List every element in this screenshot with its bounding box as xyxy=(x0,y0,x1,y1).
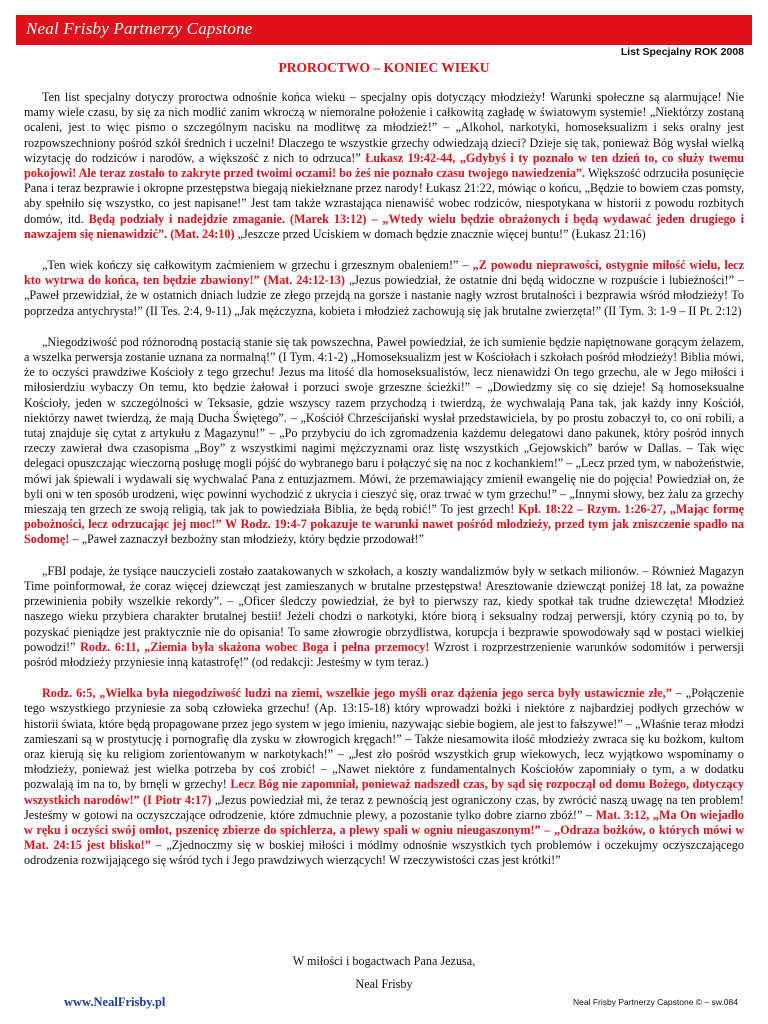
header-banner xyxy=(16,15,752,45)
paragraph-text: „FBI podaje, że tysiące nauczycieli zostało zaatakowanych w szkołach, a koszty wandalizmów były w setkach milionów. – Również Magazyn Time poinformował, że coraz więcej dziewcząt jest zamieszanych w brutalne przestępstwa! Aresztowanie dziewcząt poniżej 18 lat, za poważne przewinienia pobiły wszelkie rekordy”. – „Oficer śledczy powiedział, że był to pierwszy raz, kiedy spotkał tak trudne dziewczęta! Młodzież naszego wieku przybiera charakter brutalnej bestii! Jeżeli chodzi o narkotyki, które biorą i seksualny rodzaj perwersji, który czynią po to, by pozyskać pieniądze jest praktycznie nie do opisania! To same złowrogie obrzydlistwa, korupcja i bezprawie spowodowały sąd w postaci wielkiej powodzi!” xyxy=(24,563,744,654)
paragraph-text: – „Zjednoczmy się w boskiej miłości i módlmy odnośnie wszystkich tych problemów i oczekujmy oczyszczającego odrodzenia rozwijającego się wśród tych i Jego prawdziwych wierzących! W rzeczywistości czas jest krótki!” xyxy=(24,838,744,868)
paragraph-text: „Jezus powiedział, że ostatnie dni będą widoczne w rozpuście i lubieżności!” – „Paweł przewidział, że w ostatnich dniach ludzie ze złego przejdą na gorsze i nastanie nagły wzrost brutalności i bezprawia wśród młodzieży! To poprzedza antychrysta!” (II Tes. 2:4, 9-11) „Jak mężczyzna, kobieta i młodzież zachowują się jak brutalne zwierzęta!” (II Tym. 3: 1-9 – II Pt. 2:12) xyxy=(24,273,745,318)
paragraph-1 xyxy=(24,90,744,242)
paragraph-text: „Jeszcze przed Uciskiem w domach będzie znacznie więcej buntu!” (Łukasz 21:16) xyxy=(234,226,646,241)
scripture-highlight: Będą podziały i nadejdzie zmaganie. (Marek 13:12) – „Wtedy wielu będzie obrażonych i będą wydawać jeden drugiego i nawzajem się nienawidzić”. (Mat. 24:10) xyxy=(24,211,744,241)
website-link[interactable]: www.NealFrisby.pl xyxy=(64,995,166,1009)
page-title: PROROCTWO – KONIEC WIEKU xyxy=(278,60,490,75)
paragraph-text: Wzrost i rozprzestrzenienie warunków sodomitów i perwersji pośród młodzieży przyniesie inną katastrofę!” (od redakcji: Jesteśmy w tym teraz.) xyxy=(24,639,744,669)
closing-regards: W miłości i bogactwach Pana Jezusa, xyxy=(292,954,476,968)
banner-title: Neal Frisby Partnerzy Capstone xyxy=(26,19,253,38)
paragraph-text: „Ten wiek kończy się całkowitym zaćmieniem w grzechu i grzesznym obaleniem!” – xyxy=(42,258,473,273)
letter-body xyxy=(24,90,744,885)
scripture-highlight: Rodz. 6:5, „Wielka była niegodziwość ludzi na ziemi, wszelkie jego myśli oraz dążenia jego serca były ustawicznie złe,” xyxy=(42,686,672,701)
issue-label: List Specjalny ROK 2008 xyxy=(620,46,744,58)
paragraph-5 xyxy=(24,686,744,868)
scripture-highlight: Mat. 3:12, „Ma On wiejadło w ręku i oczyści swój omłot, pszenicę zbierze do spichlerza, a plewy spali w ogniu nieugaszonym!” – „Odraza bożków, o których mówi w Mat. 24:15 jest blisko!” xyxy=(24,807,744,853)
scripture-highlight: Łukasz 19:42-44, „Gdybyś i ty poznało w ten dzień to, co służy twemu pokojowi! Ale teraz zostało to zakryte przed twoimi oczami! bo żeś nie poznało czasu twojego nawiedzenia”. xyxy=(24,150,745,181)
copyright-note: Neal Frisby Partnerzy Capstone © – sw.084 xyxy=(572,997,738,1007)
scripture-highlight: „Z powodu nieprawości, ostygnie miłość wielu, lecz kto wytrwa do końca, ten będzie zbawiony!” (Mat. 24:12-13) xyxy=(24,258,744,288)
paragraph-4 xyxy=(24,564,744,670)
paragraph-text: Większość odrzuciła posunięcie Pana i teraz bezprawie i okropne przestępstwa biegają niekiełznane przez narody! Łukasz 21:22, mówiąc o końcu, „Będzie to bowiem czas pomsty, aby spełniło się wszystko, co jest napisane!” Jest tam także wzrastająca nienawiść wobec rodziców, niespotykana w historii z powodu rozbitych domów, itd. xyxy=(24,166,744,226)
paragraph-text: „Jezus powiedział mi, że teraz z pewnością jest ograniczony czas, by zwrócić naszą uwagę na ten problem! Jesteśmy w gotowi na oczyszczające odrodzenie, które zdmuchnie plewy, a pozostanie tylko dobre ziarno zbóż!” – xyxy=(24,792,744,822)
paragraph-text: Ten list specjalny dotyczy proroctwa odnośnie końca wieku – specjalny opis dotyczący młodzieży! Warunki społeczne są alarmujące! Nie mamy wiele czasu, by się za nich modlić zanim wkroczą w niemoralne położenie i całkowitą zagładę w światowym systemie! „Niektórzy zostaną ocaleni, jest to więc pismo o szczególnym nacisku na modlitwę za młodzież!” – „Alkohol, narkotyki, homoseksualizm i seks oralny jest rozpowszechniony pośród szkół średnich i uczelni! Dlaczego te wszystkie grzechy odwiedzają dzieci? Dzieje się tak, ponieważ Bóg wysłał wielką wizytację do rodziców i narodów, a większość z nich to odrzuca!” xyxy=(24,90,744,165)
paragraph-text: – „Połączenie tego wszystkiego przyniesie za sobą człowieka grzechu! (Ap. 13:15-18) który wprowadzi bożki i niektóre z najbardziej podłych grzechów w historii świata, które będą propagowane przez jego system w jego imieniu, nazywając siebie bogiem, ale jest to fałszywe!” – „Właśnie teraz młodzi zamieszani są w prostytucję i pornografię dla zysku w złowrogich kręgach!” – Także niesamowita ilość młodzieży zwraca się ku bożkom, kultom oraz kierują się ku religiom zorientowanym w narkotykach!” – „Jest zło pośród wszystkich grup wiekowych, lecz wyjątkowo wspominamy o młodzieży, ponieważ jest wielka potrzeba by coś zrobić! – „Nawet niektóre z fundamentalnych Kościołów zapomniały o tym, a w dodatku pozwalają im na to, by brnęli w grzechy! xyxy=(24,686,744,792)
paragraph-3 xyxy=(24,335,744,548)
paragraph-text: „Niegodziwość pod różnorodną postacią stanie się tak powszechna, Paweł powiedział, że ich sumienie będzie napiętnowane gorącym żelazem, a wszelka perwersja zostanie uznana za normalną!” (I Tym. 4:1-2) „Homoseksualizm jest w Kościołach i szkołach pośród młodzieży! Biblia mówi, że to oczyści prawdziwe Kościoły z tego grzechu! Jezus ma litość dla homoseksualistów, lecz nienawidzi On tego grzechu, ale w Jego miłości i miłosierdziu wybaczy On temu, kto będzie żałował i porzuci swoje grzeszne ścieżki!” – „Dowiedzmy się co się dzieje! Są homoseksualne Kościoły, jeden w szczególności w Teksasie, gdzie wszyscy razem przychodzą i twierdzą, że wychwalają Pana tak, jak każdy inny Kościół, niektórzy nawet twierdzą, że mają Ducha Świętego”. – „Kościół Chrześcijański wysłał przedstawiciela, by po prostu zobaczył to, co oni robili, a tutaj znajduje się cytat z artykułu z Magazynu!” – „Po przybyciu do ich zgromadzenia każdemu delegatowi dano pakunek, który pośród innych rzeczy zawierał dwa czasopisma „Boy” z wszystkimi nagimi mężczyznami oraz listę wszystkich „Gejowskich” barów w Dallas. – Tak więc delegaci opuszczając wieczorną posługę mogli pójść do wybranego baru i połączyć się na noc z kochankiem!” – „Lecz przed tym, w nabożeństwie, mówi jak śpiewali i wydawali się wychwalać Pana z entuzjazmem. Mówi, że przemawiający zmienił ewangelię nie do pojęcia! Powiedział on, że byli oni w ten sposób urodzeni, więc powinni wychodzić z ukrycia i cieszyć się, oraz trwać w tym grzechu!” – „Innymi słowy, bez żalu za grzechy mieszają ten grzech ze swoją religią, tak jak to powiedziała Biblia, że będą robić!” To jest grzech! xyxy=(24,334,744,517)
signature: Neal Frisby xyxy=(355,977,413,991)
scripture-highlight: Kpł. 18:22 – Rzym. 1:26-27, „Mając formę pobożności, lecz odrzucając jej moc!” W Rodz. 19:4-7 pokazuje te warunki nawet pośród młodzieży, przed tym jak zniszczenie spadło na Sodomę! xyxy=(24,502,745,547)
scripture-highlight: Lecz Bóg nie zapomniał, ponieważ nadszedł czas, by sąd się rozpoczął od domu Bożego, dotyczący wszystkich narodów!” (I Piotr 4:17) xyxy=(24,777,744,807)
paragraph-2 xyxy=(24,258,744,319)
scripture-highlight: Rodz. 6:11, „Ziemia była skażona wobec Boga i pełna przemocy! xyxy=(80,639,430,654)
paragraph-text: – „Paweł zaznaczył bezbożny stan młodzieży, który będzie przodował!” xyxy=(69,532,424,547)
